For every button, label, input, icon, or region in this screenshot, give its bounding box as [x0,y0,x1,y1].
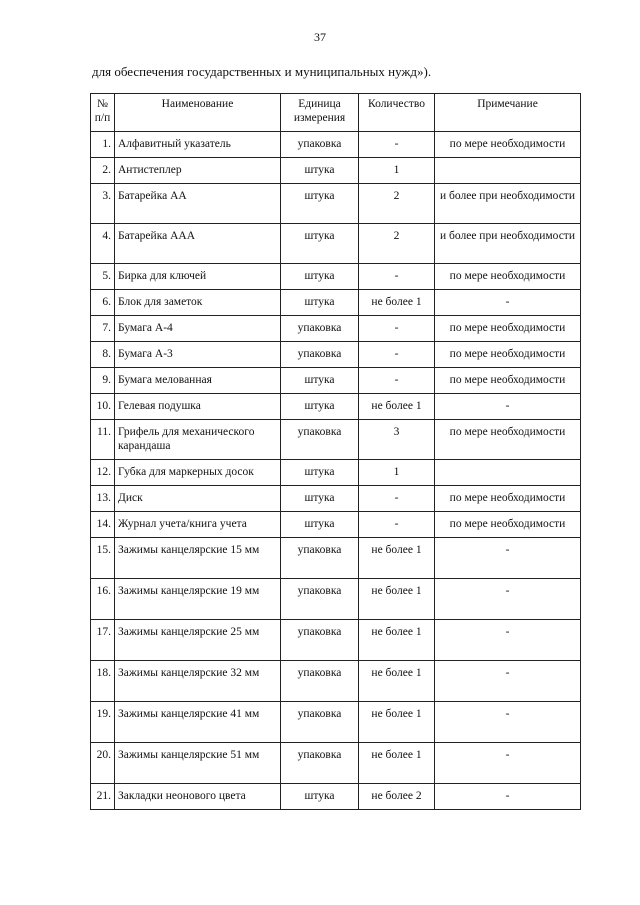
cell-note: по мере необходимости [435,342,581,368]
intro-text: для обеспечения государственных и муниципальных нужд»). [92,64,432,79]
cell-note: по мере необходимости [435,132,581,158]
cell-name: Батарейка ААА [115,224,281,264]
cell-qty: - [359,486,435,512]
cell-name: Бумага А-4 [115,316,281,342]
cell-qty: не более 1 [359,702,435,743]
cell-unit: штука [281,158,359,184]
cell-unit: упаковка [281,579,359,620]
cell-note [435,460,581,486]
page-number: 37 [314,30,326,44]
cell-unit: штука [281,264,359,290]
cell-unit: упаковка [281,316,359,342]
cell-num: 21. [91,784,115,810]
table-row [91,132,581,158]
cell-note: и более при необходимости [435,184,581,224]
cell-num: 10. [91,394,115,420]
cell-num: 14. [91,512,115,538]
header-qty: Количество [359,94,435,132]
cell-qty: 2 [359,224,435,264]
cell-num: 18. [91,661,115,702]
table-header-row [91,94,581,132]
cell-num: 2. [91,158,115,184]
cell-qty: - [359,512,435,538]
cell-unit: упаковка [281,342,359,368]
cell-name: Бумага А-3 [115,342,281,368]
table-row [91,342,581,368]
table-row [91,460,581,486]
cell-name: Бумага мелованная [115,368,281,394]
cell-name: Антистеплер [115,158,281,184]
table-row [91,158,581,184]
cell-name: Грифель для механического карандаша [115,420,281,460]
cell-qty: 3 [359,420,435,460]
cell-unit: штука [281,460,359,486]
cell-qty: - [359,316,435,342]
cell-unit: штука [281,512,359,538]
cell-unit: штука [281,784,359,810]
cell-note: - [435,620,581,661]
table-row [91,538,581,579]
table-row [91,702,581,743]
cell-note: - [435,702,581,743]
cell-name: Блок для заметок [115,290,281,316]
table-row [91,290,581,316]
cell-name: Гелевая подушка [115,394,281,420]
cell-note: - [435,743,581,784]
cell-qty: не более 1 [359,743,435,784]
cell-num: 17. [91,620,115,661]
cell-note: - [435,290,581,316]
cell-name: Бирка для ключей [115,264,281,290]
cell-num: 7. [91,316,115,342]
cell-qty: - [359,368,435,394]
cell-note: по мере необходимости [435,512,581,538]
cell-note: по мере необходимости [435,316,581,342]
cell-unit: штука [281,184,359,224]
cell-note: - [435,538,581,579]
cell-num: 19. [91,702,115,743]
cell-unit: штука [281,486,359,512]
supplies-table [90,93,581,810]
cell-num: 1. [91,132,115,158]
cell-num: 15. [91,538,115,579]
cell-note: по мере необходимости [435,264,581,290]
cell-name: Зажимы канцелярские 41 мм [115,702,281,743]
cell-qty: не более 1 [359,290,435,316]
cell-note: и более при необходимости [435,224,581,264]
cell-note: - [435,579,581,620]
cell-unit: штука [281,290,359,316]
cell-note: - [435,784,581,810]
cell-num: 8. [91,342,115,368]
cell-qty: не более 2 [359,784,435,810]
table-row [91,579,581,620]
cell-unit: штука [281,394,359,420]
cell-qty: - [359,264,435,290]
cell-note: - [435,394,581,420]
cell-unit: упаковка [281,538,359,579]
cell-unit: упаковка [281,132,359,158]
cell-unit: упаковка [281,702,359,743]
cell-unit: штука [281,224,359,264]
cell-name: Батарейка АА [115,184,281,224]
cell-num: 9. [91,368,115,394]
cell-qty: не более 1 [359,620,435,661]
cell-name: Журнал учета/книга учета [115,512,281,538]
cell-unit: штука [281,368,359,394]
cell-note: - [435,661,581,702]
cell-unit: упаковка [281,420,359,460]
cell-name: Зажимы канцелярские 32 мм [115,661,281,702]
table-row [91,486,581,512]
cell-qty: - [359,132,435,158]
cell-num: 11. [91,420,115,460]
table-row [91,368,581,394]
cell-num: 16. [91,579,115,620]
cell-name: Зажимы канцелярские 25 мм [115,620,281,661]
table-row [91,784,581,810]
cell-name: Зажимы канцелярские 19 мм [115,579,281,620]
header-note: Примечание [435,94,581,132]
header-name: Наименование [115,94,281,132]
cell-note [435,158,581,184]
cell-qty: 2 [359,184,435,224]
cell-num: 20. [91,743,115,784]
cell-name: Закладки неонового цвета [115,784,281,810]
cell-unit: упаковка [281,743,359,784]
cell-num: 4. [91,224,115,264]
table-row [91,743,581,784]
cell-qty: не более 1 [359,538,435,579]
cell-num: 12. [91,460,115,486]
cell-name: Зажимы канцелярские 51 мм [115,743,281,784]
cell-name: Губка для маркерных досок [115,460,281,486]
table-row [91,316,581,342]
cell-qty: - [359,342,435,368]
cell-note: по мере необходимости [435,420,581,460]
cell-unit: упаковка [281,620,359,661]
table-row [91,394,581,420]
cell-qty: не более 1 [359,661,435,702]
header-num: № п/п [91,94,115,132]
cell-note: по мере необходимости [435,486,581,512]
cell-note: по мере необходимости [435,368,581,394]
header-unit: Единица измерения [281,94,359,132]
cell-num: 6. [91,290,115,316]
cell-name: Зажимы канцелярские 15 мм [115,538,281,579]
table-row [91,620,581,661]
cell-qty: не более 1 [359,394,435,420]
table-row [91,420,581,460]
cell-name: Алфавитный указатель [115,132,281,158]
cell-num: 3. [91,184,115,224]
cell-num: 13. [91,486,115,512]
cell-qty: 1 [359,460,435,486]
cell-name: Диск [115,486,281,512]
table-row [91,661,581,702]
cell-unit: упаковка [281,661,359,702]
table-row [91,224,581,264]
table-row [91,264,581,290]
table-row [91,512,581,538]
cell-qty: 1 [359,158,435,184]
table-row [91,184,581,224]
table-body [91,132,581,810]
cell-num: 5. [91,264,115,290]
cell-qty: не более 1 [359,579,435,620]
